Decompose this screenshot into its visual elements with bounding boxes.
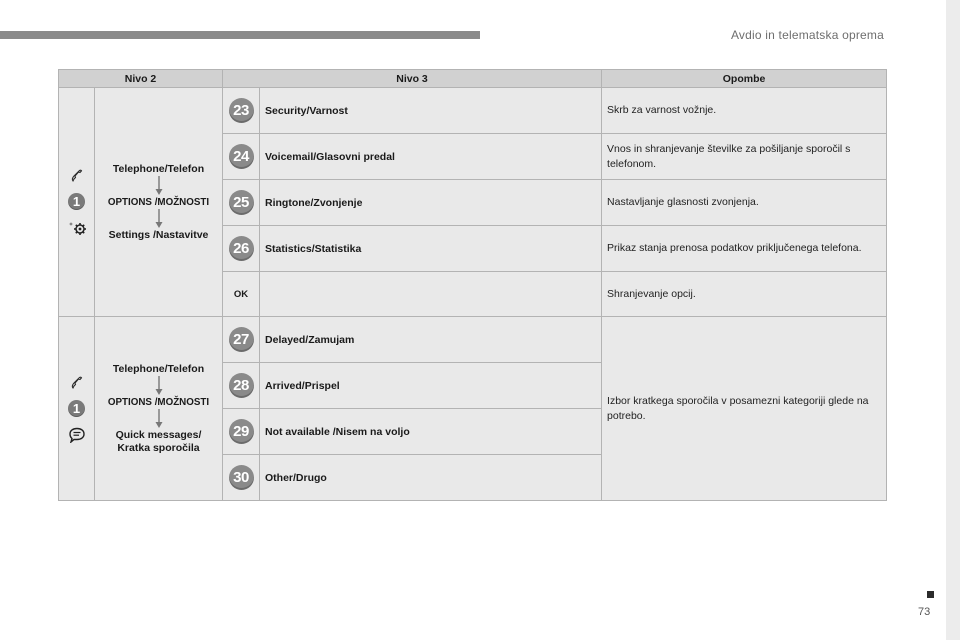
column-header: Nivo 3 (223, 70, 602, 88)
level1-cell (59, 317, 95, 501)
item-number-badge: 23 (229, 98, 254, 123)
item-note: Shranjevanje opcij. (602, 272, 887, 317)
num-cell (223, 363, 260, 409)
page-number: 73 (918, 606, 931, 618)
num-cell (223, 134, 260, 180)
header-bar (0, 31, 480, 39)
item-label: Delayed/Zamujam (260, 317, 602, 363)
item-label: Voicemail/Glasovni predal (260, 134, 602, 180)
item-number-badge: 28 (229, 373, 254, 398)
item-note: Nastavljanje glasnosti zvonjenja. (602, 180, 887, 226)
num-cell (223, 317, 260, 363)
level2-cell (95, 88, 223, 317)
item-label: Other/Drugo (260, 455, 602, 501)
level2-title: Telephone/Telefon (112, 362, 205, 375)
item-label: Ringtone/Zvonjenje (260, 180, 602, 226)
item-note: Skrb za varnost vožnje. (602, 88, 887, 134)
arrow-down-icon (154, 176, 164, 196)
ok-label: OK (233, 289, 249, 300)
table-row (59, 317, 887, 363)
num-cell (223, 180, 260, 226)
num-cell (223, 455, 260, 501)
item-number-badge: 25 (229, 190, 254, 215)
item-number-badge: 26 (229, 236, 254, 261)
menu-table (58, 69, 887, 501)
page-marker (927, 591, 934, 598)
phone-icon (71, 376, 83, 390)
item-number-badge: 24 (229, 144, 254, 169)
level2-target: Settings /Nastavitve (108, 228, 209, 241)
arrow-down-icon (154, 409, 164, 429)
num-cell (223, 272, 260, 317)
num-cell (223, 226, 260, 272)
item-note: Izbor kratkega sporočila v posamezni kategoriji glede na potrebo. (602, 317, 887, 501)
level2-cell (95, 317, 223, 501)
arrow-down-icon (154, 209, 164, 229)
item-note: Prikaz stanja prenosa podatkov priključenega telefona. (602, 226, 887, 272)
item-label: Arrived/Prispel (260, 363, 602, 409)
item-label (260, 272, 602, 317)
phone-icon (71, 169, 83, 183)
page-header-title: Avdio in telematska oprema (730, 28, 884, 42)
item-number-badge: 27 (229, 327, 254, 352)
item-note: Vnos in shranjevanje številke za pošiljanje sporočil s telefonom. (602, 134, 887, 180)
arrow-down-icon (154, 376, 164, 396)
level1-badge: 1 (68, 193, 85, 210)
column-header: Opombe (602, 70, 887, 88)
level2-options: OPTIONS /MOŽNOSTI (107, 196, 210, 208)
level2-options: OPTIONS /MOŽNOSTI (107, 396, 210, 408)
message-icon (68, 427, 86, 446)
item-label: Not available /Nisem na voljo (260, 409, 602, 455)
num-cell (223, 88, 260, 134)
level2-target: Quick messages/ Kratka sporočila (115, 428, 202, 454)
table-header-row (59, 70, 887, 88)
table-row (59, 88, 887, 134)
item-number-badge: 29 (229, 419, 254, 444)
item-label: Statistics/Statistika (260, 226, 602, 272)
level1-badge: 1 (68, 400, 85, 417)
item-number-badge: 30 (229, 465, 254, 490)
level1-cell (59, 88, 95, 317)
item-label: Security/Varnost (260, 88, 602, 134)
num-cell (223, 409, 260, 455)
settings-gear-icon (66, 220, 88, 239)
column-header: Nivo 2 (59, 70, 223, 88)
page-edge-strip (946, 0, 960, 640)
level2-title: Telephone/Telefon (112, 162, 205, 175)
